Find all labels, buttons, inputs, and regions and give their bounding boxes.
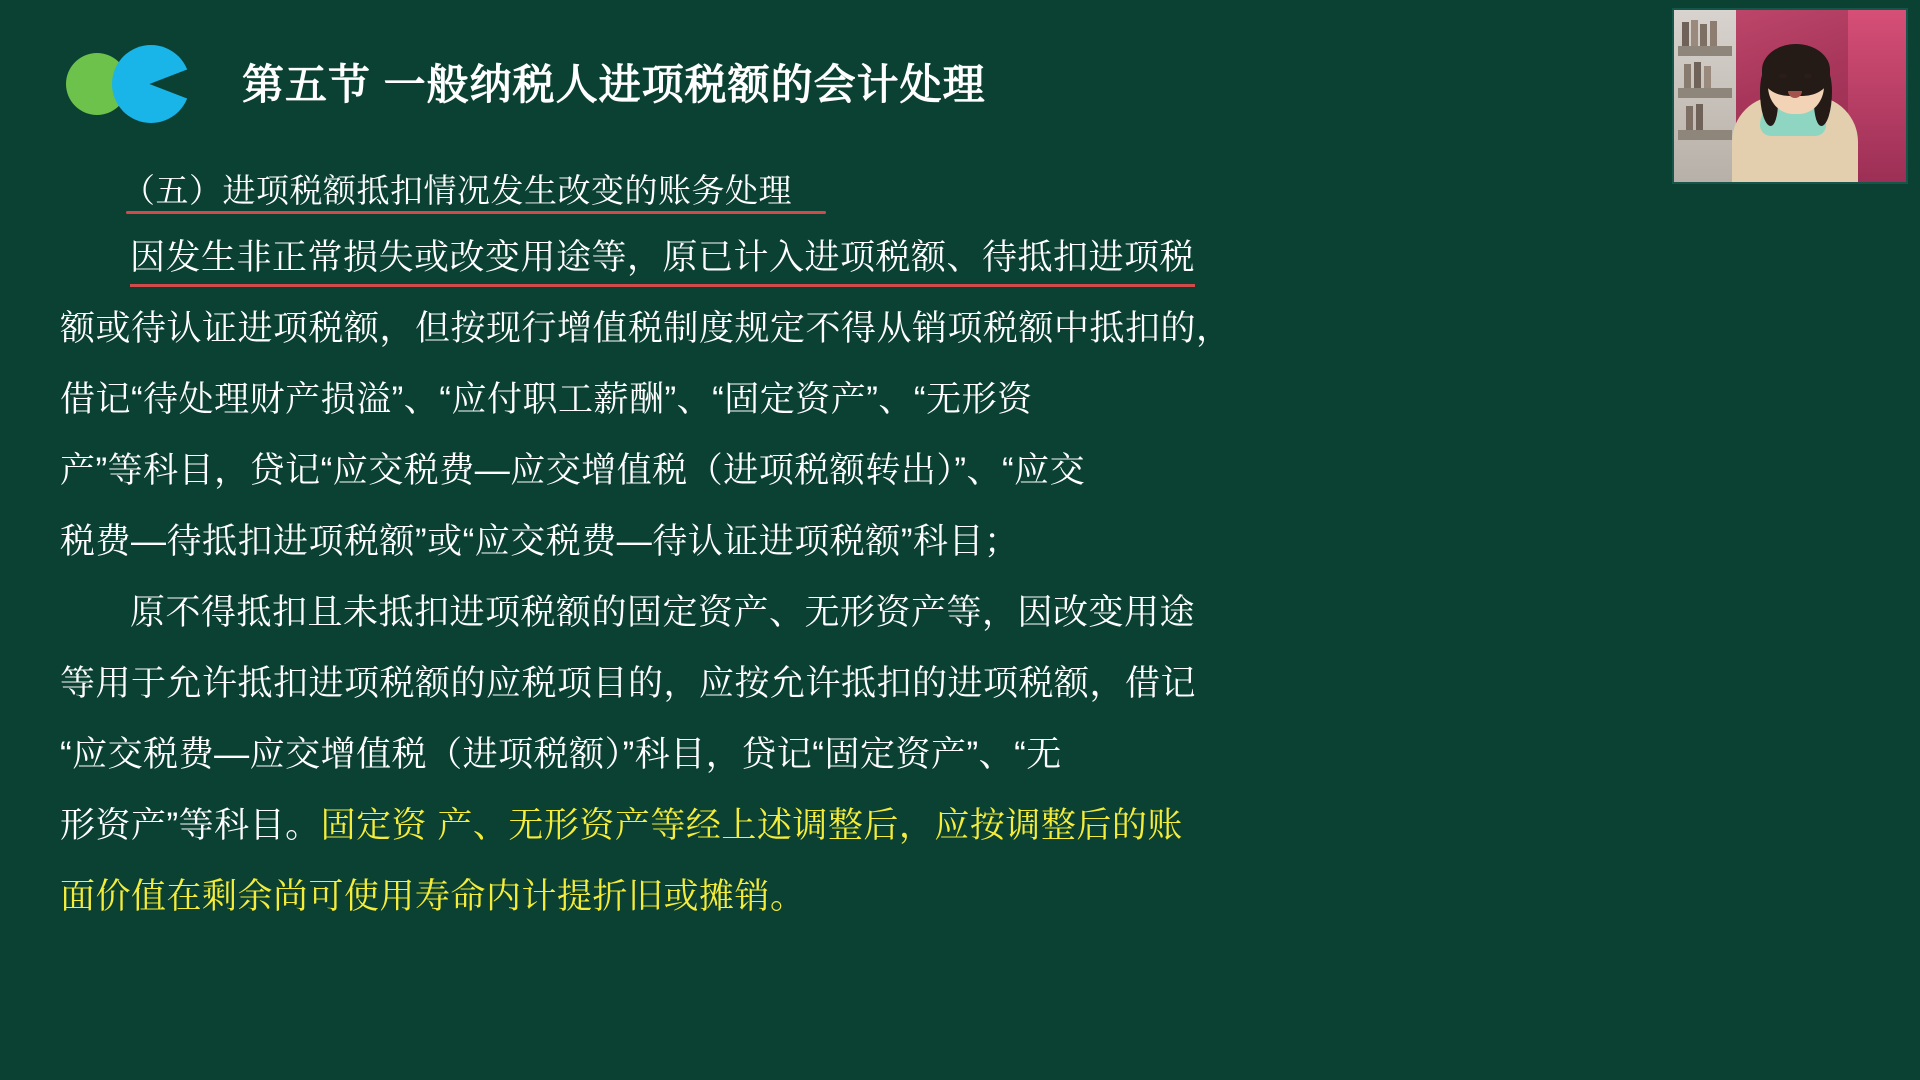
presenter-eye-left <box>1779 74 1787 78</box>
sub-heading-underline <box>126 211 826 214</box>
book-1 <box>1682 22 1689 46</box>
paragraph-1-line-5: 税费—待抵扣进项税额”或“应交税费—待认证进项税额”科目； <box>60 522 1020 561</box>
shelf-row-1 <box>1678 46 1732 56</box>
paragraph-2-highlight-2: 面价值在剩余尚可使用寿命内计提折旧或摊销。 <box>60 877 806 916</box>
sub-heading <box>60 160 1380 222</box>
book-6 <box>1694 62 1701 88</box>
book-4 <box>1710 21 1717 46</box>
paragraph-1-line-1-text: 因发生非正常损失或改变用途等，原已计入进项税额、待抵扣进项税 <box>130 238 1196 277</box>
presenter-hair-top <box>1762 44 1830 96</box>
paragraph-2-highlight-1: 固定资 产、无形资产等经上述调整后，应按调整后的账 <box>320 806 1183 845</box>
sub-heading-text: （五）进项税额抵扣情况发生改变的账务处理 <box>122 172 792 209</box>
shelf-row-3 <box>1678 130 1732 140</box>
paragraph-2-line-1: 原不得抵扣且未抵扣进项税额的固定资产、无形资产等，因改变用途 <box>130 593 1196 632</box>
book-3 <box>1700 24 1707 46</box>
paragraph-1 <box>60 222 1380 577</box>
slide-body <box>60 160 1380 932</box>
book-2 <box>1691 20 1698 46</box>
paragraph-2-line-4 <box>60 790 1380 861</box>
book-8 <box>1686 106 1693 130</box>
presenter-eye-right <box>1804 74 1812 78</box>
paragraph-2-line-4-text: 形资产”等科目。 <box>60 806 321 845</box>
paragraph-2 <box>60 577 1380 932</box>
book-5 <box>1684 64 1691 88</box>
brand-logo-icon <box>60 39 208 125</box>
paragraph-1-line-2: 额或待认证进项税额，但按现行增值税制度规定不得从销项税额中抵扣的， <box>60 309 1232 348</box>
paragraph-1-line-4: 产”等科目，贷记“应交税费—应交增值税（进项税额转出）”、“应交 <box>60 451 1086 490</box>
paragraph-1-line-3: 借记“待处理财产损溢”、“应付职工薪酬”、“固定资产”、“无形资 <box>60 380 1033 419</box>
slide-header <box>60 34 986 130</box>
paragraph-2-line-2: 等用于允许抵扣进项税额的应税项目的，应按允许抵扣的进项税额，借记 <box>60 664 1197 703</box>
page-title: 第五节 一般纳税人进项税额的会计处理 <box>242 61 986 108</box>
logo-blue-shape <box>112 45 190 123</box>
video-background-shelf <box>1674 10 1736 182</box>
presenter-video[interactable] <box>1672 8 1908 184</box>
paragraph-2-line-3: “应交税费—应交增值税（进项税额）”科目，贷记“固定资产”、“无 <box>60 735 1062 774</box>
book-9 <box>1696 104 1703 130</box>
shelf-row-2 <box>1678 88 1732 98</box>
book-7 <box>1704 66 1711 88</box>
paragraph-1-line-1 <box>60 222 1380 293</box>
